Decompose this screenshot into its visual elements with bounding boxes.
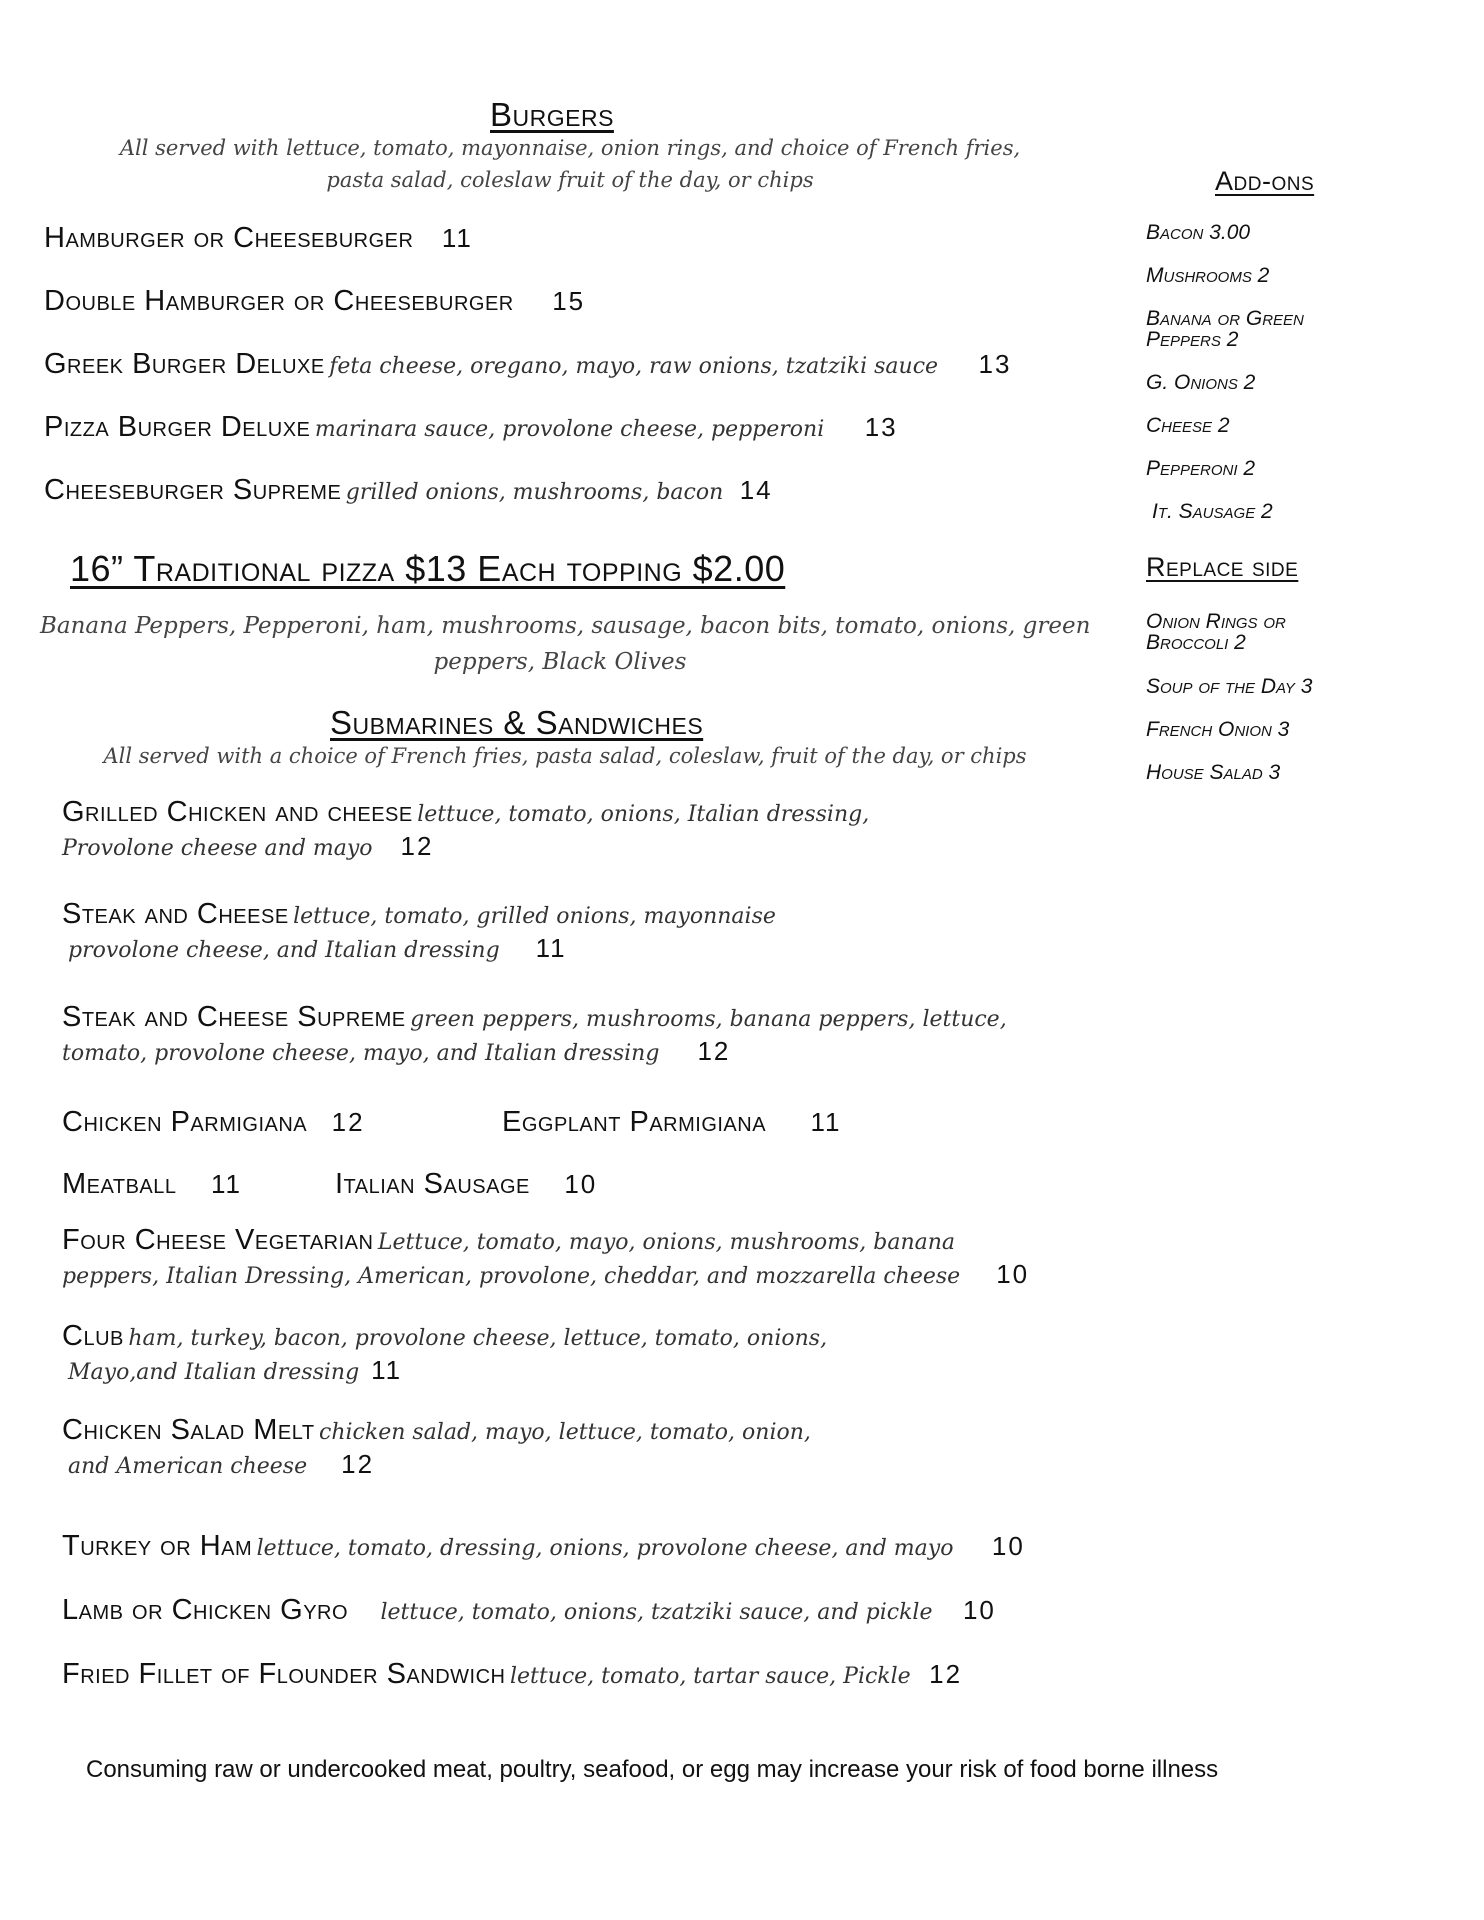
replace-side-item: Soup of the Day 3 xyxy=(1146,675,1313,698)
item-description: chicken salad, mayo, lettuce, tomato, onion, xyxy=(319,1420,811,1445)
addon-item: It. Sausage 2 xyxy=(1152,500,1273,523)
item-name: Turkey or Ham xyxy=(62,1530,253,1562)
item-name: Four Cheese Vegetarian xyxy=(62,1224,374,1256)
item-description: ham, turkey, bacon, provolone cheese, lettuce, tomato, onions, xyxy=(128,1326,828,1351)
item-name: Hamburger or Cheeseburger xyxy=(44,222,414,254)
addon-item: Cheese 2 xyxy=(1146,414,1230,437)
item-name: Double Hamburger or Cheeseburger xyxy=(44,285,514,317)
subs-subtitle: All served with a choice of French fries, pasta salad, coleslaw, fruit of the day, or chips xyxy=(103,744,1027,768)
item-price: 13 xyxy=(864,412,898,442)
pizza-toppings-line1: Banana Peppers, Pepperoni, ham, mushrooms, sausage, bacon bits, tomato, onions, green xyxy=(40,613,1091,639)
addon-item: Bacon 3.00 xyxy=(1146,221,1251,244)
replace-side-title: Replace side xyxy=(1146,552,1299,582)
item-price: 14 xyxy=(739,475,773,505)
burger-item xyxy=(44,474,773,507)
item-description: lettuce, tomato, onions, Italian dressing, xyxy=(417,802,870,827)
item-price: 10 xyxy=(996,1259,1030,1289)
item-description: lettuce, tomato, grilled onions, mayonnaise xyxy=(293,904,776,929)
item-description: feta cheese, oregano, mayo, raw onions, tzatziki sauce xyxy=(329,354,939,379)
pizza-toppings-line2: peppers, Black Olives xyxy=(433,649,687,675)
item-price: 15 xyxy=(552,286,586,316)
item-description: tomato, provolone cheese, mayo, and Italian dressing xyxy=(62,1041,660,1066)
addon-item: G. Onions 2 xyxy=(1146,371,1256,394)
item-name: Italian Sausage xyxy=(335,1168,530,1200)
item-description: peppers, Italian Dressing, American, provolone, cheddar, and mozzarella cheese xyxy=(62,1264,961,1289)
replace-side-item: House Salad 3 xyxy=(1146,761,1281,784)
burger-item xyxy=(44,411,898,444)
item-price: 10 xyxy=(991,1531,1025,1561)
item-name: Cheeseburger Supreme xyxy=(44,474,342,506)
item-name: Eggplant Parmigiana xyxy=(502,1106,767,1138)
item-price: 11 xyxy=(810,1107,842,1137)
item-description: Mayo,and Italian dressing xyxy=(68,1360,360,1385)
item-name: Lamb or Chicken Gyro xyxy=(62,1594,349,1626)
sub-item xyxy=(62,1224,1029,1290)
sub-item xyxy=(62,1414,811,1480)
item-price: 10 xyxy=(962,1595,996,1625)
item-price: 12 xyxy=(331,1107,365,1137)
item-name: Pizza Burger Deluxe xyxy=(44,411,311,443)
item-price: 13 xyxy=(978,349,1012,379)
item-price: 12 xyxy=(697,1036,731,1066)
item-name: Chicken Salad Melt xyxy=(62,1414,315,1446)
replace-side-item: French Onion 3 xyxy=(1146,718,1290,741)
item-name: Steak and Cheese Supreme xyxy=(62,1001,406,1033)
item-price: 12 xyxy=(929,1659,963,1689)
sub-item xyxy=(62,1530,1025,1563)
item-price: 12 xyxy=(341,1449,375,1479)
sub-item xyxy=(62,898,776,964)
sub-pair-row xyxy=(62,1168,242,1201)
sub-pair-row xyxy=(335,1168,597,1201)
item-name: Steak and Cheese xyxy=(62,898,289,930)
item-name: Chicken Parmigiana xyxy=(62,1106,308,1138)
sub-item xyxy=(62,1320,827,1386)
burgers-subtitle-line2: pasta salad, coleslaw fruit of the day, or chips xyxy=(326,168,814,192)
sub-item xyxy=(62,1001,1007,1067)
item-name: Greek Burger Deluxe xyxy=(44,348,325,380)
burger-item xyxy=(44,285,585,318)
item-name: Fried Fillet of Flounder Sandwich xyxy=(62,1658,506,1690)
sub-item xyxy=(62,1594,996,1627)
item-price: 11 xyxy=(210,1169,242,1199)
item-description: lettuce, tomato, onions, tzatziki sauce, and pickle xyxy=(380,1600,933,1625)
replace-side-item: Broccoli 2 xyxy=(1146,631,1246,654)
item-price: 11 xyxy=(535,933,567,963)
item-description: lettuce, tomato, dressing, onions, provolone cheese, and mayo xyxy=(256,1536,954,1561)
item-description: marinara sauce, provolone cheese, pepperoni xyxy=(314,417,825,442)
sub-item xyxy=(62,796,869,862)
item-price: 12 xyxy=(400,831,434,861)
addon-item: Banana or Green xyxy=(1146,307,1304,330)
burger-item xyxy=(44,222,473,255)
item-description: lettuce, tomato, tartar sauce, Pickle xyxy=(509,1664,911,1689)
item-description: green peppers, mushrooms, banana peppers, lettuce, xyxy=(410,1007,1007,1032)
pizza-toppings xyxy=(40,608,1091,680)
item-description: provolone cheese, and Italian dressing xyxy=(68,938,500,963)
sub-pair-row xyxy=(502,1106,842,1139)
item-price: 11 xyxy=(441,223,473,253)
item-description: grilled onions, mushrooms, bacon xyxy=(345,480,724,505)
addon-item: Peppers 2 xyxy=(1146,328,1239,351)
item-price: 11 xyxy=(371,1355,403,1385)
food-safety-notice: Consuming raw or undercooked meat, poultry, seafood, or egg may increase your risk of food borne illness xyxy=(86,1756,1219,1783)
subs-title: Submarines & Sandwiches xyxy=(330,704,704,741)
replace-side-item: Onion Rings or xyxy=(1146,610,1286,633)
burgers-title: Burgers xyxy=(490,96,614,133)
addons-title: Add-ons xyxy=(1215,166,1315,196)
item-name: Meatball xyxy=(62,1168,177,1200)
sub-item xyxy=(62,1658,962,1691)
burger-item xyxy=(44,348,1011,381)
item-name: Grilled Chicken and cheese xyxy=(62,796,413,828)
burgers-subtitle-line1: All served with lettuce, tomato, mayonnaise, onion rings, and choice of French fries, xyxy=(119,136,1021,160)
sub-pair-row xyxy=(62,1106,365,1139)
pizza-title: 16” Traditional pizza $13 Each topping $2.00 xyxy=(70,548,786,589)
item-description: Lettuce, tomato, mayo, onions, mushrooms, banana xyxy=(377,1230,956,1255)
item-price: 10 xyxy=(564,1169,598,1199)
item-name: Club xyxy=(62,1320,124,1352)
addon-item: Mushrooms 2 xyxy=(1146,264,1270,287)
item-description: Provolone cheese and mayo xyxy=(62,836,373,861)
addon-item: Pepperoni 2 xyxy=(1146,457,1256,480)
burgers-subtitle xyxy=(80,132,1060,196)
item-description: and American cheese xyxy=(68,1454,308,1479)
